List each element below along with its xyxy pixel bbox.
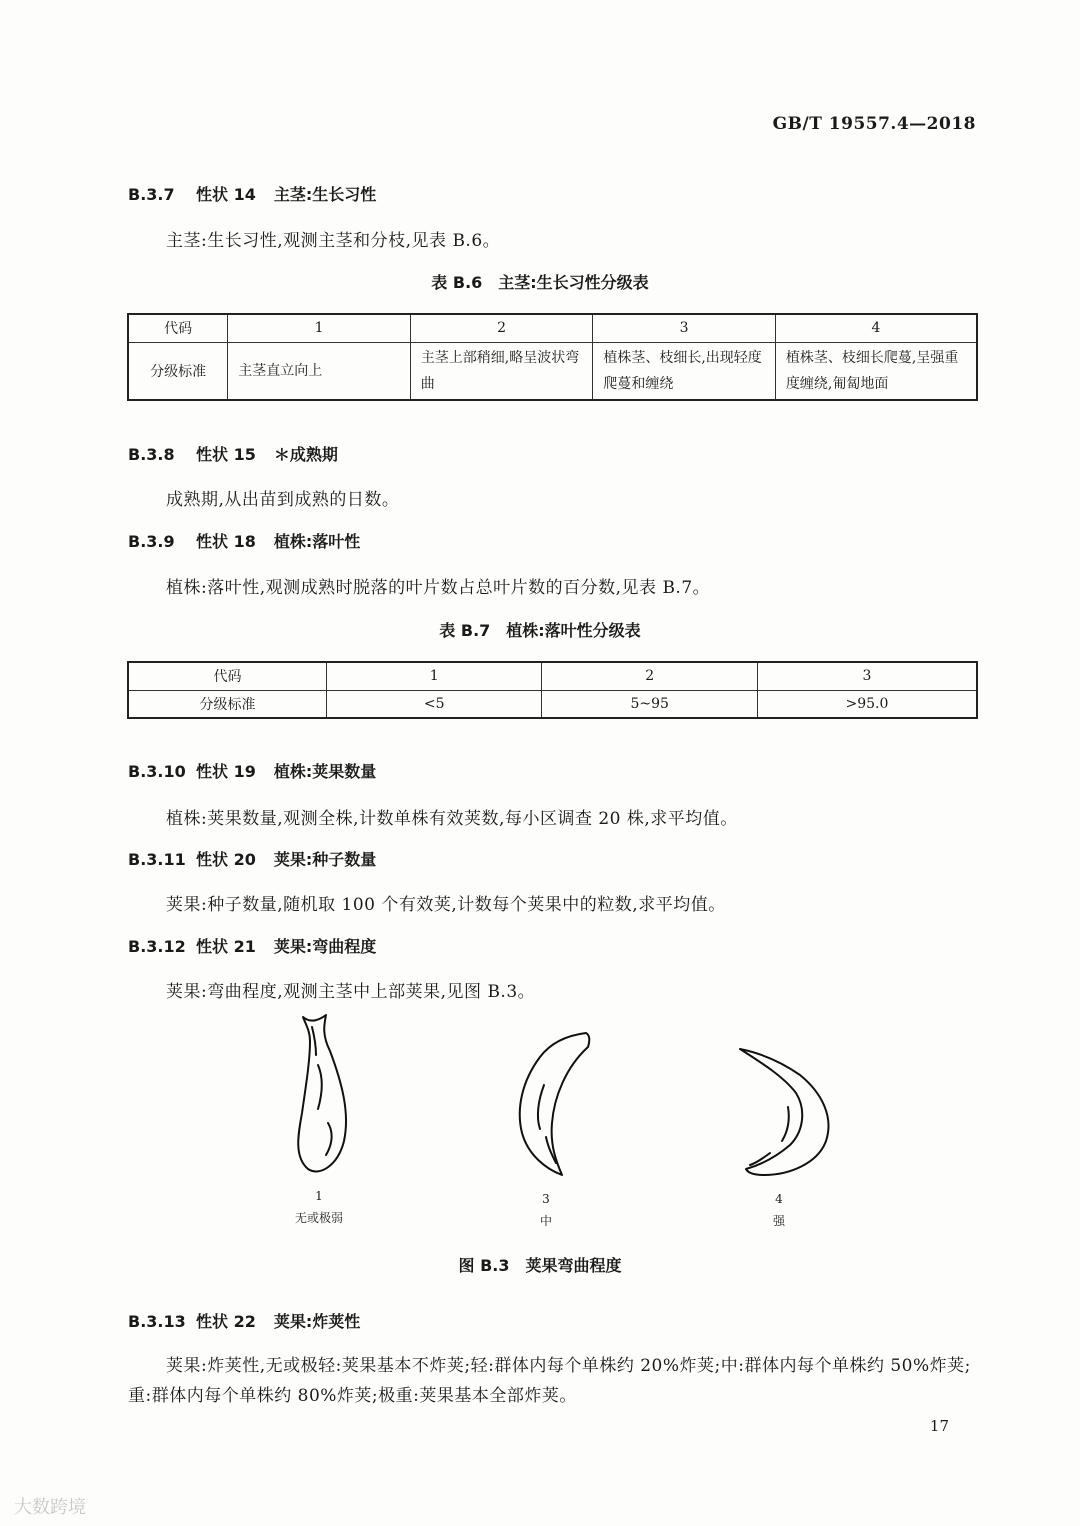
section-title: ＊成熟期 [273,445,338,464]
figure-b3-caption [0,1253,1080,1276]
section-title: 主茎:生长习性 [273,185,377,204]
code-cell: 1 [228,314,411,342]
section-title: 荚果:炸荚性 [273,1312,361,1331]
figure-b3-illustration [0,1005,1080,1190]
page-number: 17 [929,1417,949,1435]
section-number: B.3.8 [128,445,175,464]
caption-number: 表 B.7 [439,621,491,640]
caption-title: 荚果弯曲程度 [525,1256,622,1275]
section-number: B.3.9 [128,532,175,551]
criterion-cell: 植株茎、枝细长,出现轻度爬蔓和缠绕 [593,342,776,400]
pod-straight [298,1015,346,1171]
section-title: 荚果:种子数量 [273,850,377,869]
table-b6 [127,313,978,401]
pod-code: 4 [775,1192,783,1206]
section-heading-b313 [128,1309,360,1332]
pod-code: 1 [315,1189,323,1203]
table-header-row [128,662,977,690]
standard-number: GB/T 19557.4—2018 [772,114,976,134]
table-row [128,342,977,400]
section-text-b312: 荚果:弯曲程度,观测主茎中上部荚果,见图 B.3。 [166,982,536,1002]
section-heading-b312 [128,934,376,957]
caption-number: 表 B.6 [431,273,483,292]
pod-medium-curve [520,1033,590,1175]
header-label-cell: 代码 [128,662,326,690]
criterion-cell: 植株茎、枝细长爬蔓,呈强重度缠绕,匍匐地面 [775,342,977,400]
section-title: 荚果:弯曲程度 [273,937,377,956]
section-heading-b311 [128,847,376,870]
pod-description: 无或极弱 [294,1211,343,1225]
pod-description: 强 [772,1214,785,1228]
section-text-b39: 植株:落叶性,观测成熟时脱落的叶片数占总叶片数的百分数,见表 B.7。 [166,578,711,598]
section-number: B.3.13 [128,1312,186,1331]
pod-label-1 [259,1185,379,1229]
caption-title: 主茎:生长习性分级表 [498,273,649,292]
section-heading-b310 [128,759,376,782]
table-b7-caption [0,618,1080,641]
row-label-cell: 分级标准 [128,690,326,718]
watermark: 大数跨境 [14,1497,86,1518]
trait-number: 性状 22 [196,1312,256,1331]
code-cell: 3 [757,662,977,690]
section-number: B.3.7 [128,185,175,204]
table-b6-caption [0,270,1080,293]
section-heading-b37 [128,182,376,205]
criterion-cell: >95.0 [757,690,977,718]
trait-number: 性状 18 [196,532,256,551]
code-cell: 2 [410,314,593,342]
code-cell: 4 [775,314,977,342]
table-header-row [128,314,977,342]
section-number: B.3.11 [128,850,186,869]
section-title: 植株:落叶性 [273,532,361,551]
code-cell: 2 [542,662,758,690]
section-text-b310: 植株:荚果数量,观测全株,计数单株有效荚数,每小区调查 20 株,求平均值。 [166,809,738,829]
pod-code: 3 [542,1192,550,1206]
section-text-b37: 主茎:生长习性,观测主茎和分枝,见表 B.6。 [166,231,501,251]
section-heading-b38 [128,442,338,465]
section-text-b311: 荚果:种子数量,随机取 100 个有效荚,计数每个荚果中的粒数,求平均值。 [166,895,726,915]
section-number: B.3.12 [128,937,186,956]
table-b7 [127,661,978,719]
criterion-cell: 主茎直立向上 [228,342,411,400]
criterion-cell: 主茎上部稍细,略呈波状弯曲 [410,342,593,400]
section-title: 植株:荚果数量 [273,762,377,781]
caption-number: 图 B.3 [458,1256,510,1275]
trait-number: 性状 14 [196,185,256,204]
trait-number: 性状 15 [196,445,256,464]
criterion-cell: 5~95 [542,690,758,718]
trait-number: 性状 20 [196,850,256,869]
pod-label-3 [486,1188,606,1232]
caption-title: 植株:落叶性分级表 [506,621,641,640]
trait-number: 性状 19 [196,762,256,781]
code-cell: 3 [593,314,776,342]
pod-label-4 [719,1188,839,1232]
criterion-cell: <5 [326,690,541,718]
header-label-cell: 代码 [128,314,228,342]
section-text-b313: 荚果:炸荚性,无或极轻:荚果基本不炸荚;轻:群体内每个单株约 20%炸荚;中:群体内每个单株约 50%炸荚;重:群体内每个单株约 80%炸荚;极重:荚果基本全部炸荚。 [128,1356,971,1406]
code-cell: 1 [326,662,541,690]
section-text-b38: 成熟期,从出苗到成熟的日数。 [166,490,400,510]
row-label-cell: 分级标准 [128,342,228,400]
pod-strong-curve [740,1049,828,1175]
pod-description: 中 [539,1214,552,1228]
section-number: B.3.10 [128,762,186,781]
trait-number: 性状 21 [196,937,256,956]
section-heading-b39 [128,529,360,552]
table-row [128,690,977,718]
